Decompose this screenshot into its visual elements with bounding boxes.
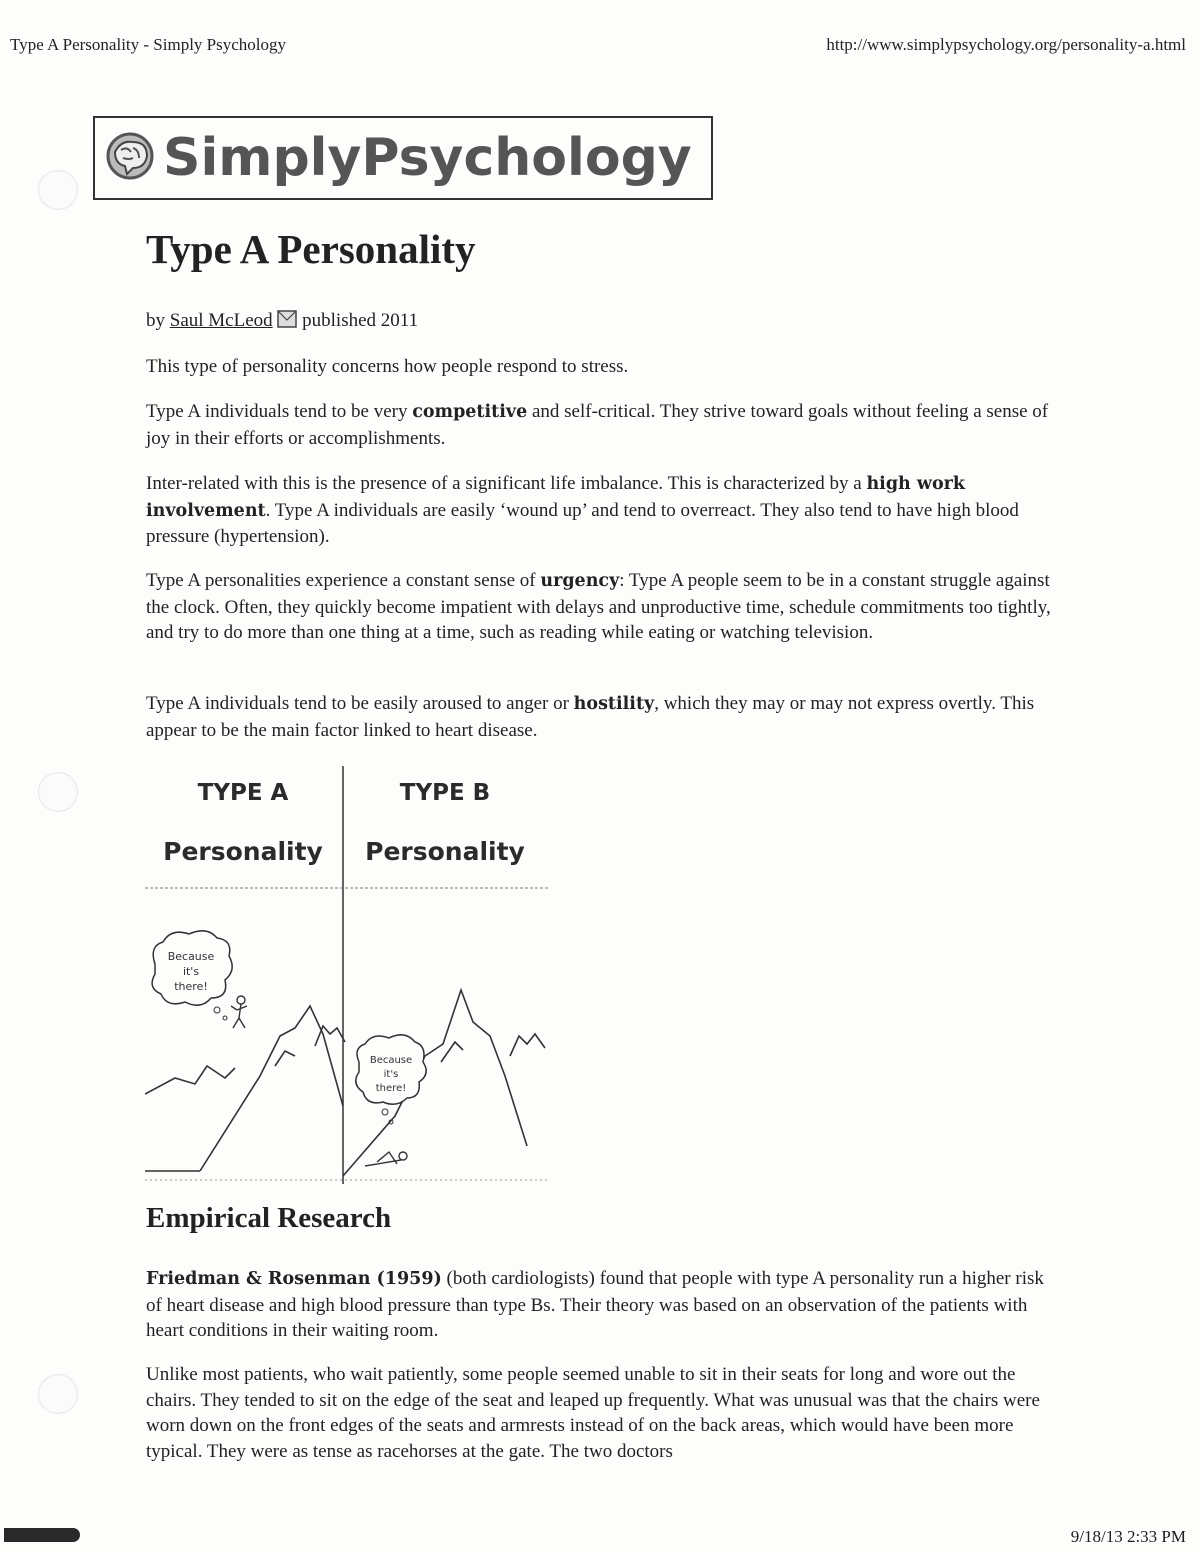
thought-bubble-right xyxy=(356,1035,426,1124)
scan-mark xyxy=(4,1528,80,1542)
print-timestamp: 9/18/13 2:33 PM xyxy=(1070,1527,1186,1546)
punch-hole xyxy=(38,170,78,210)
brain-head-icon xyxy=(103,130,157,187)
svg-text:Because: Because xyxy=(167,950,215,963)
mountain-drawing-left xyxy=(145,1006,345,1171)
punch-hole xyxy=(38,772,78,812)
paragraph: Type A individuals tend to be easily aroused to anger or hostility, which they may or may not express overtly. This appear to be the main factor linked to heart disease. xyxy=(146,693,1035,741)
climber-figure xyxy=(231,996,247,1028)
svg-text:it's: it's xyxy=(182,965,200,978)
svg-text:there!: there! xyxy=(375,1083,407,1094)
paragraph: Inter-related with this is the presence of a significant life imbalance. This is characterized by a high work involvement. Type A individuals are easily ‘wound up’ and tend to overreact. They also tend to have high blood pressure (hypertension). xyxy=(146,473,1019,548)
paragraph: Type A personalities experience a constant sense of urgency: Type A people seem to be in a constant struggle against the clock. Often, they quickly become impatient with delays and unproductive time, schedule commitments too tightly, and try to do more than one thing at a time, such as reading while eating or watching television. xyxy=(146,570,1051,644)
page-header-url: http://www.simplypsychology.org/personality-a.html xyxy=(826,35,1186,54)
site-logo[interactable] xyxy=(93,116,713,200)
type-a-personality-label: Personality xyxy=(163,837,323,866)
resting-figure xyxy=(365,1152,407,1166)
logo-text: SimplyPsychology xyxy=(163,128,692,188)
svg-text:there!: there! xyxy=(174,980,208,993)
section-heading: Empirical Research xyxy=(146,1202,392,1234)
type-b-label: TYPE B xyxy=(399,780,491,806)
svg-text:Because: Because xyxy=(369,1055,413,1066)
page-header-title: Type A Personality - Simply Psychology xyxy=(10,35,287,54)
thought-bubble-left xyxy=(152,931,232,1020)
paragraph: Unlike most patients, who wait patiently, some people seemed unable to sit in their seats for long and wore out the chairs. They tended to sit on the edge of the seat and leaped up frequently. What was unusual was that the chairs were worn down on the front edges of the seats and armrests instead of on the back areas, which would have been more typical. They were as tense as racehorses at the gate. The two doctors xyxy=(146,1364,1040,1463)
punch-hole xyxy=(38,1374,78,1414)
svg-text:it's: it's xyxy=(383,1069,399,1080)
type-a-vs-b-illustration xyxy=(145,766,550,1184)
byline: by Saul McLeod published 2011 xyxy=(146,308,1056,336)
author-link[interactable]: Saul McLeod xyxy=(169,310,273,331)
paragraph: This type of personality concerns how people respond to stress. xyxy=(146,356,629,377)
paragraph: Friedman & Rosenman (1959) (both cardiologists) found that people with type A personality run a higher risk of heart disease and high blood pressure than type Bs. Their theory was based on an observation of the patients with heart conditions in their waiting room. xyxy=(146,1268,1044,1342)
type-a-label: TYPE A xyxy=(197,780,289,806)
type-b-personality-label: Personality xyxy=(365,837,525,866)
article-title: Type A Personality xyxy=(146,226,476,272)
email-icon[interactable] xyxy=(277,310,297,336)
paragraph: Type A individuals tend to be very competitive and self-critical. They strive toward goals without feeling a sense of joy in their efforts or accomplishments. xyxy=(146,401,1049,449)
